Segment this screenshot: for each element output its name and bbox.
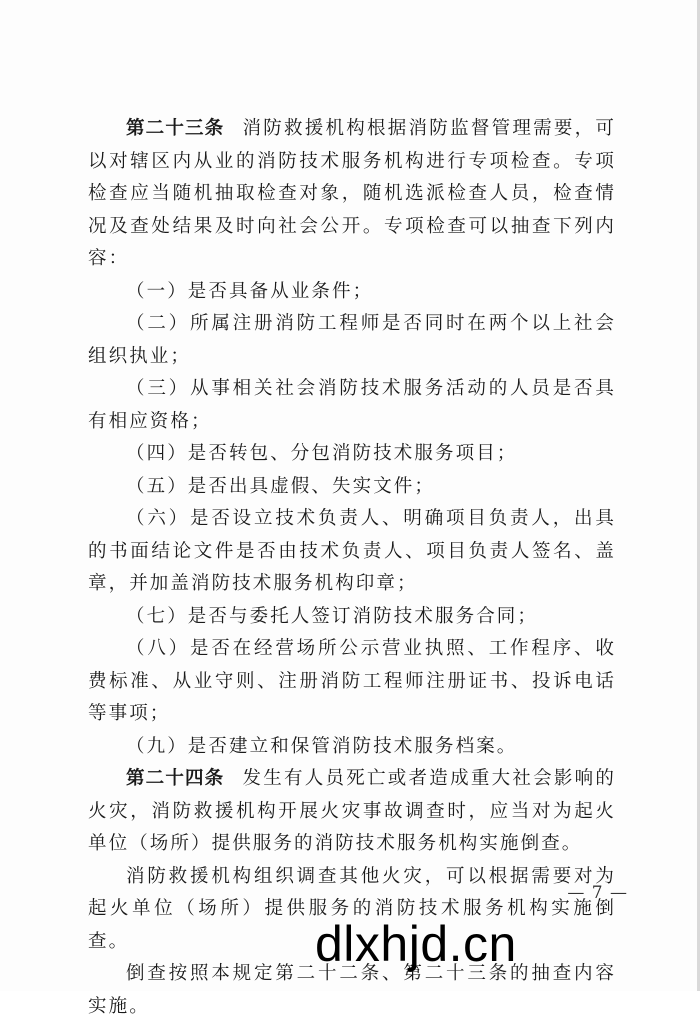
list-item: （二）所属注册消防工程师是否同时在两个以上社会组织执业； (88, 313, 616, 367)
list-item: （一）是否具备从业条件； (126, 280, 374, 302)
article-23-intro: 消防救援机构根据消防监督管理需要，可以对辖区内从业的消防技术服务机构进行专项检查。专项检查应当随机抽取检查对象，随机选派检查人员，检查情况及查处结果及时向社会公开。专项检查可以抽查下列内容： (88, 118, 616, 269)
article-24-title: 第二十四条 (126, 768, 225, 789)
article-23-title: 第二十三条 (126, 118, 225, 139)
article-24-paragraph (88, 763, 616, 861)
page-number: — 7 — (567, 883, 628, 903)
article-23-paragraph (88, 113, 616, 276)
list-item: （七）是否与委托人签订消防技术服务合同； (126, 605, 539, 627)
article-24-paragraph-2: 消防救援机构组织调查其他火灾，可以根据需要对为起火单位（场所）提供服务的消防技术服务机构实施倒查。 (88, 865, 616, 952)
list-item: （三）从事相关社会消防技术服务活动的人员是否具有相应资格； (88, 378, 616, 432)
watermark-logo: dlxhjd.cn (315, 916, 517, 972)
list-item: （九）是否建立和保管消防技术服务档案。 (126, 735, 518, 757)
list-item: （八）是否在经营场所公示营业执照、工作程序、收费标准、从业守则、注册消防工程师注册证书、投诉电话等事项； (88, 638, 616, 724)
list-item: （五）是否出具虚假、失实文件； (126, 475, 436, 497)
article-24-intro: 发生有人员死亡或者造成重大社会影响的火灾，消防救援机构开展火灾事故调查时，应当对为起火单位（场所）提供服务的消防技术服务机构实施倒查。 (88, 768, 616, 854)
list-item: （四）是否转包、分包消防技术服务项目； (126, 443, 518, 464)
article-24-paragraph-3: 倒查按照本规定第二十二条、第二十三条的抽查内容实施。 (88, 963, 616, 1017)
list-item: （六）是否设立技术负责人、明确项目负责人，出具的书面结论文件是否由技术负责人、项目负责人签名、盖章，并加盖消防技术服务机构印章； (88, 508, 616, 594)
